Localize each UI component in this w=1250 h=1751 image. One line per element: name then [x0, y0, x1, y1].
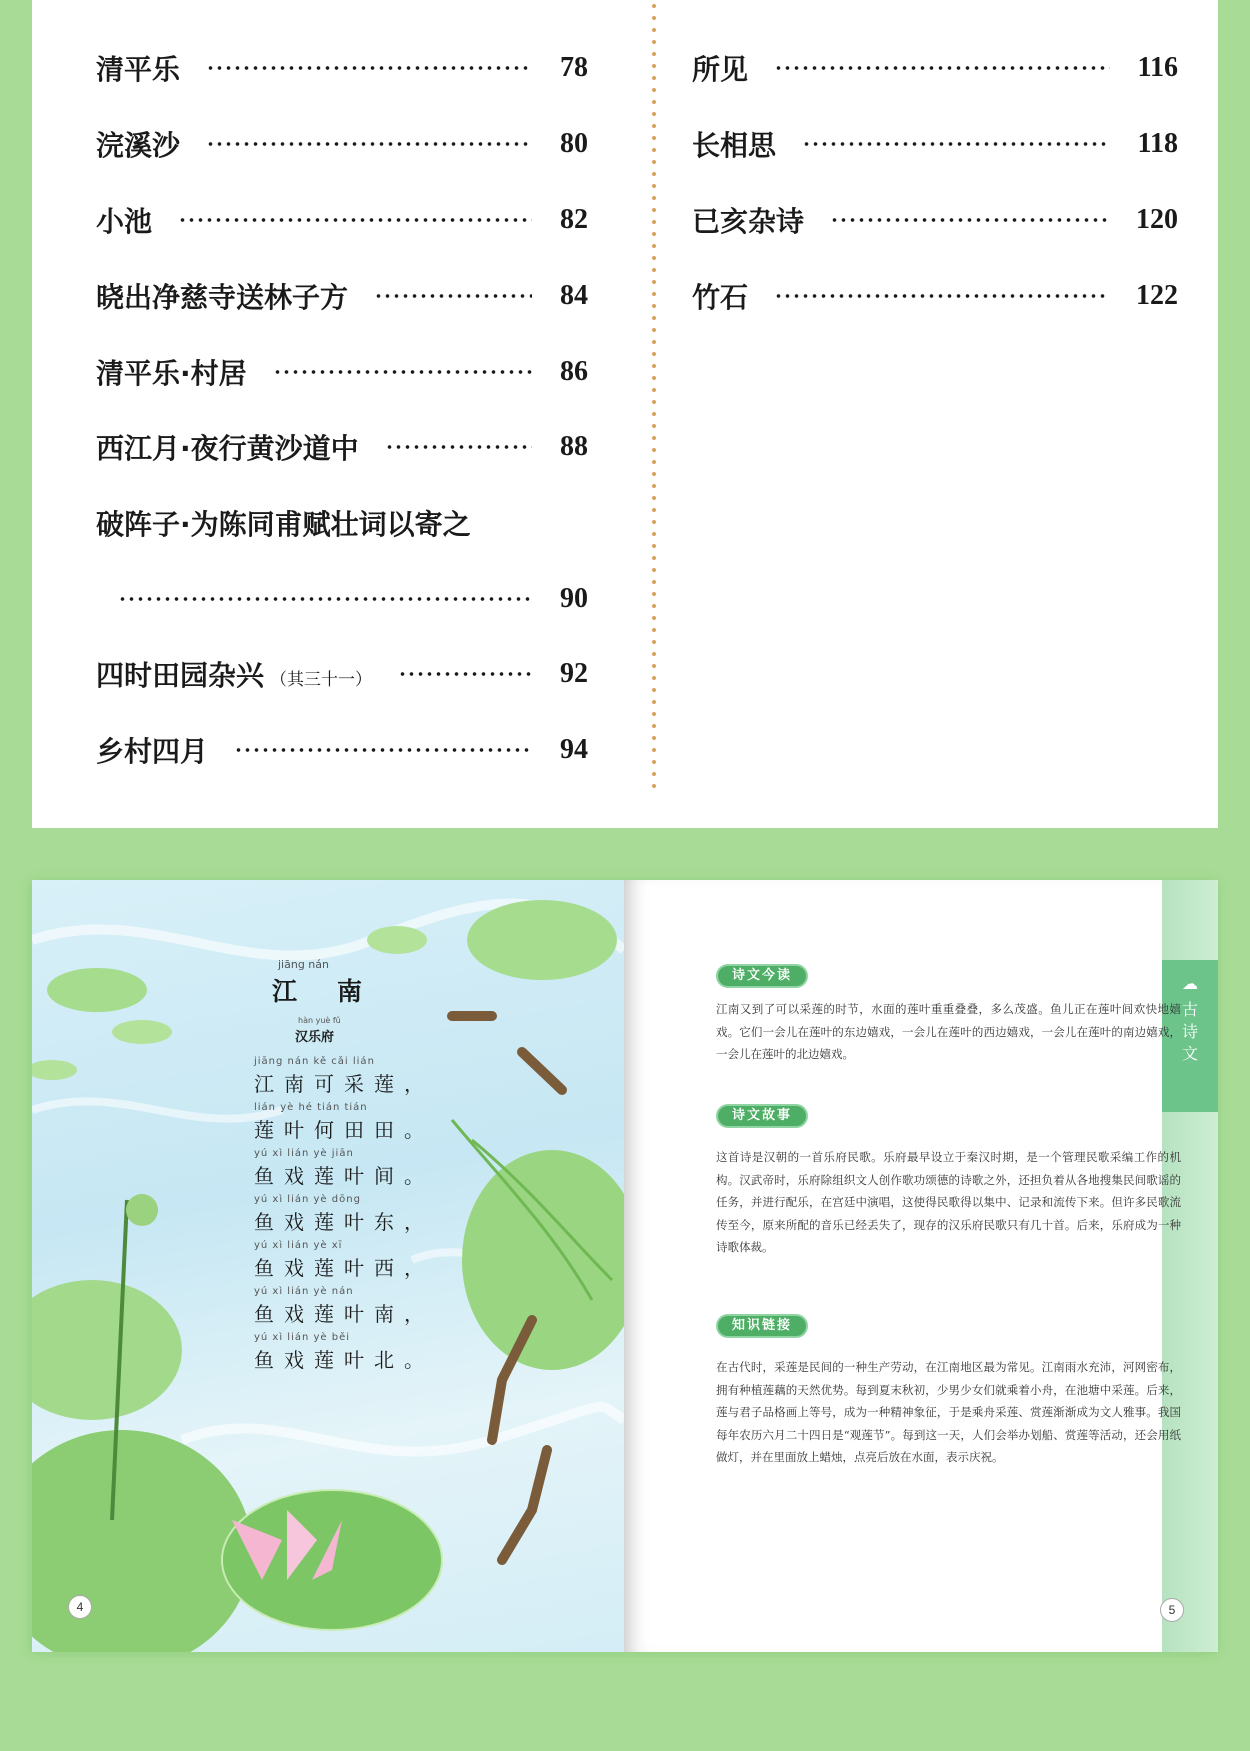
- toc-entry-title: 西江月·夜行黄沙道中: [96, 432, 359, 465]
- toc-entry[interactable]: [96, 726, 588, 774]
- toc-entry[interactable]: [96, 120, 588, 168]
- toc-entry-title: 晓出净慈寺送林子方: [96, 281, 349, 314]
- side-tab-char: 古: [1181, 1000, 1198, 1019]
- poem-page: [32, 880, 624, 1652]
- toc-leader-dots: [385, 445, 532, 449]
- toc-entry-continuation[interactable]: [96, 575, 588, 623]
- toc-entry-page: 84: [560, 280, 588, 311]
- poem-line: 鱼戏莲叶西，: [254, 1256, 434, 1280]
- poem-line-pinyin: yú xì lián yè jiān: [254, 1148, 354, 1159]
- toc-entry-page: 82: [560, 204, 588, 235]
- toc-entry-page: 90: [560, 583, 588, 614]
- poem-line-pinyin: yú xì lián yè xī: [254, 1240, 343, 1251]
- toc-entry-page: 118: [1137, 128, 1178, 159]
- cloud-icon: ☁: [1182, 974, 1198, 993]
- section-badge-knowledge-link: 知识链接: [716, 1314, 808, 1338]
- poem-line: 江南可采莲，: [254, 1072, 434, 1096]
- poem-title-pinyin: jiāng nán: [278, 958, 329, 971]
- toc-entry-title: 清平乐: [96, 53, 181, 86]
- toc-entry-title: 竹石: [692, 281, 749, 314]
- toc-leader-dots: [374, 294, 532, 298]
- toc-entry[interactable]: [96, 348, 588, 396]
- poem-line-pinyin: jiāng nán kě cǎi lián: [254, 1056, 375, 1067]
- toc-leader-dots: [774, 294, 1108, 298]
- left-page-number: 4: [68, 1595, 92, 1619]
- poem-title: 江南: [272, 977, 403, 1006]
- toc-entry-page: 80: [560, 128, 588, 159]
- toc-entry-subtitle: （其三十一）: [270, 670, 373, 690]
- toc-leader-dots: [178, 218, 532, 222]
- toc-entry-title-text: 四时田园杂兴: [96, 659, 265, 692]
- poem-line: 莲叶何田田。: [254, 1118, 434, 1142]
- toc-entry[interactable]: [96, 272, 588, 320]
- toc-leader-dots: [206, 66, 532, 70]
- toc-entry-title: 已亥杂诗: [692, 205, 805, 238]
- toc-entry-page: 86: [560, 356, 588, 387]
- toc-entry[interactable]: [692, 120, 1178, 168]
- toc-entry[interactable]: [96, 423, 588, 471]
- toc-entry-title: 清平乐·村居: [96, 357, 247, 390]
- poem-line: 鱼戏莲叶东，: [254, 1210, 434, 1234]
- poem-author-pinyin: hàn yuè fǔ: [298, 1016, 341, 1025]
- section-text-poem-story: 这首诗是汉朝的一首乐府民歌。乐府最早设立于秦汉时期，是一个管理民歌采编工作的机构。汉武帝时，乐府除组织文人创作歌功颂德的诗歌之外，还担负着从各地搜集民间歌谣的任务，并进行配乐，在宫廷中演唱，这使得民歌得以集中、记录和流传下来。但许多民歌流传至今，原来所配的音乐已经丢失了，现存的汉乐府民歌只有几十首。后来，乐府成为一种诗歌体裁。: [716, 1150, 1181, 1254]
- toc-entry-page: 120: [1136, 204, 1178, 235]
- toc-entry-title: 乡村四月: [96, 735, 209, 768]
- toc-leader-dots: [118, 597, 532, 601]
- toc-entry-page: 92: [560, 658, 588, 689]
- poem-author: 汉乐府: [295, 1030, 335, 1045]
- toc-entry-title: 破阵子·为陈同甫赋壮词以寄之: [96, 508, 471, 541]
- toc-entry-page: 88: [560, 431, 588, 462]
- section-text-modern-reading: 江南又到了可以采莲的时节，水面的莲叶重重叠叠，多么茂盛。鱼儿正在莲叶间欢快地嬉戏。它们一会儿在莲叶的东边嬉戏，一会儿在莲叶的西边嬉戏，一会儿在莲叶的南边嬉戏，一会儿在莲叶的北边嬉戏。: [716, 1002, 1181, 1061]
- toc-entry[interactable]: [96, 650, 588, 698]
- toc-entry-title: 浣溪沙: [96, 129, 181, 162]
- toc-leader-dots: [234, 748, 532, 752]
- section-badge-poem-story: 诗文故事: [716, 1104, 808, 1128]
- toc-leader-dots: [273, 370, 532, 374]
- toc-entry-title: 长相思: [692, 129, 777, 162]
- poem-line: 鱼戏莲叶间。: [254, 1164, 434, 1188]
- toc-entry-title: 小池: [96, 205, 153, 238]
- toc-entry-title: [96, 654, 372, 694]
- poem-line: 鱼戏莲叶南，: [254, 1302, 434, 1326]
- toc-entry-page: 78: [560, 52, 588, 83]
- toc-leader-dots: [774, 66, 1110, 70]
- right-page-number: 5: [1160, 1598, 1184, 1622]
- poem-line: 鱼戏莲叶北。: [254, 1348, 434, 1372]
- section-badge-modern-reading: 诗文今读: [716, 964, 808, 988]
- toc-entry-title: 所见: [692, 53, 749, 86]
- toc-divider: [652, 0, 656, 790]
- toc-entry[interactable]: [692, 44, 1178, 92]
- toc-entry[interactable]: [96, 499, 588, 547]
- toc-leader-dots: [830, 218, 1108, 222]
- side-tab-char: 诗: [1181, 1022, 1198, 1041]
- toc-leader-dots: [398, 672, 532, 676]
- toc-entry[interactable]: [96, 196, 588, 244]
- toc-entry[interactable]: [692, 196, 1178, 244]
- section-text-knowledge-link: 在古代时，采莲是民间的一种生产劳动，在江南地区最为常见。江南雨水充沛，河网密布，拥有种植莲藕的天然优势。每到夏末秋初，少男少女们就乘着小舟，在池塘中采莲。后来，莲与君子品格画上等号，成为一种精神象征，于是乘舟采莲、赏莲渐渐成为文人雅事。我国每年农历六月二十四日是“观莲节”。每到这一天，人们会举办划船、赏莲等活动，还会用纸做灯，并在里面放上蜡烛，点亮后放在水面，表示庆祝。: [716, 1360, 1181, 1464]
- poem-line-pinyin: yú xì lián yè běi: [254, 1332, 351, 1343]
- toc-leader-dots: [802, 142, 1110, 146]
- poem-line-pinyin: yú xì lián yè nán: [254, 1286, 354, 1297]
- poem-line-pinyin: yú xì lián yè dōng: [254, 1194, 361, 1205]
- toc-entry-page: 122: [1136, 280, 1178, 311]
- toc-leader-dots: [206, 142, 532, 146]
- toc-page: [32, 0, 1218, 828]
- toc-entry-page: 116: [1137, 52, 1178, 83]
- toc-entry-page: 94: [560, 734, 588, 765]
- toc-entry[interactable]: [692, 272, 1178, 320]
- commentary-page: [624, 880, 1218, 1652]
- poem-line-pinyin: lián yè hé tián tián: [254, 1102, 368, 1113]
- side-tab-char: 文: [1181, 1044, 1198, 1063]
- toc-entry[interactable]: [96, 44, 588, 92]
